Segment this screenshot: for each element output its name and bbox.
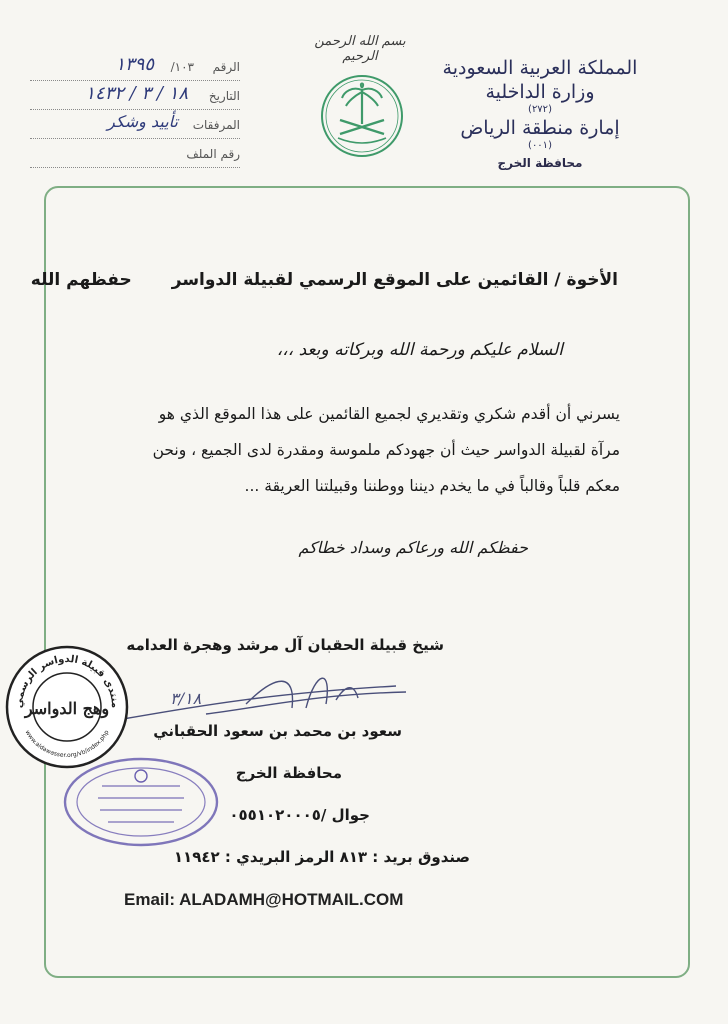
body-line: مرآة لقبيلة الدواسر حيث أن جهودكم ملموسة ومقدرة لدى الجميع ، ونحن	[152, 441, 620, 459]
field-file-number	[30, 141, 240, 168]
field-value: تأييد وشكر	[107, 112, 178, 131]
forum-stamp-icon	[2, 642, 132, 772]
greeting: السلام عليكم ورحمة الله وبركاته وبعد ،،،	[276, 340, 563, 360]
field-value: ١٨ / ٣ / ١٤٣٢	[85, 83, 188, 104]
reference-fields	[30, 54, 240, 170]
subject-main: الأخوة / القائمين على الموقع الرسمي لقبيلة الدواسر	[171, 270, 618, 290]
signer-mobile: جوال /٠٥٥١٠٢٠٠٠٥	[229, 806, 370, 824]
emirate-code: (٠٠١)	[528, 140, 552, 151]
kingdom-name: المملكة العربية السعودية	[442, 57, 638, 79]
field-attachments	[30, 112, 240, 139]
body-line: معكم قلباً وقالباً في ما يخدم ديننا ووطننا وقبيلتنا العريقة ...	[244, 477, 620, 495]
letter-body	[100, 396, 620, 504]
governorate-name: محافظة الخرج	[497, 156, 583, 170]
signer-name: سعود بن محمد بن سعود الحقباني	[153, 722, 402, 740]
field-label: رقم الملف	[186, 147, 240, 161]
field-date	[30, 83, 240, 110]
signer-email: Email: ALADAMH@HOTMAIL.COM	[124, 890, 404, 909]
signer-title: شيخ قبيلة الحقبان آل مرشد وهجرة العدامه	[126, 636, 444, 654]
field-label: الرقم	[212, 60, 240, 74]
basmala: بسم الله الرحمن الرحيم	[314, 34, 406, 64]
official-stamp-icon	[62, 756, 220, 848]
closing: حفظكم الله ورعاكم وسداد خطاكم	[298, 538, 528, 557]
stamp-top-text: منتدى قبيلة الدواسر الرسمي	[13, 653, 121, 709]
ministry-name: وزارة الداخلية	[485, 81, 595, 103]
field-value: ١٣٩٥	[115, 54, 154, 75]
ministry-header	[430, 56, 650, 170]
signer-governorate: محافظة الخرج	[235, 764, 342, 782]
ministry-code: (٢٧٢)	[528, 104, 552, 115]
field-label: المرفقات	[192, 118, 240, 132]
subject-end: حفظهم الله	[30, 270, 132, 290]
emirate-name: إمارة منطقة الرياض	[460, 117, 620, 139]
signature-date: ٣/١٨	[170, 689, 202, 708]
field-label: التاريخ	[208, 89, 240, 103]
letter-subject	[31, 270, 618, 290]
field-number	[30, 54, 240, 81]
body-line: يسرني أن أقدم شكري وتقديري لجميع القائمين على هذا الموقع الذي هو	[158, 405, 620, 423]
stamp-center-text: وهج الدواسر	[24, 699, 110, 718]
field-prefix: ١٠٣/	[170, 60, 194, 74]
signer-pobox: صندوق بريد : ٨١٣ الرمز البريدي : ١١٩٤٢	[173, 848, 470, 866]
stamp-bottom-text: www.aldawasser.org/vb/index.php	[23, 729, 111, 760]
saudi-emblem-icon	[320, 72, 404, 160]
